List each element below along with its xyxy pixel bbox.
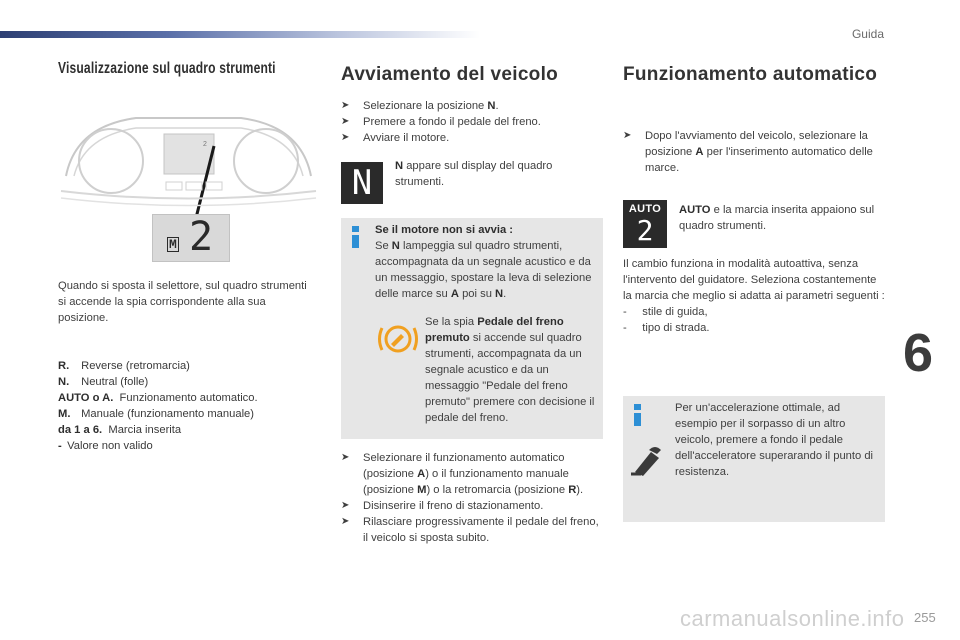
watermark: carmanualsonline.info xyxy=(680,606,905,631)
start-steps xyxy=(341,98,603,146)
brake-warning-text: Se la spia Pedale del freno premuto si accende sul quadro strumenti, accompagnata da un segnale acustico e da un messaggio "Pedale del freno premuto" premere con decisione il pedale del freno. xyxy=(425,316,595,424)
neutral-indicator-icon: N xyxy=(341,162,383,204)
tip-text: Per un'accelerazione ottimale, ad esempio per il sorpasso di un altro veicolo, premere a fondo il pedale dell'acceleratore superarando il punto di resistenza. xyxy=(675,402,874,478)
legend-item: AUTO o A. Funzionamento automatico. xyxy=(58,392,258,404)
page-number: 255 xyxy=(914,610,936,625)
display-mode-letter: M xyxy=(169,237,177,252)
column-starting xyxy=(341,60,603,544)
legend-item: R. Reverse (retromarcia) xyxy=(58,360,190,372)
tip-box-acceleration xyxy=(623,396,885,522)
step-item: ➤ Rilasciare progressivamente il pedale del freno, il veicolo si sposta subito. xyxy=(341,516,599,544)
header-color-bar xyxy=(0,31,480,38)
step-item: ➤ Selezionare la posizione N. xyxy=(341,100,499,112)
step-item: ➤ Dopo l'avviamento del veicolo, selezionare la posizione A per l'inserimento automatico delle marce. xyxy=(623,130,873,174)
info-box-engine-not-starting xyxy=(341,218,603,439)
legend-item: - Valore non valido xyxy=(58,440,153,452)
step-item: ➤ Avviare il motore. xyxy=(341,132,450,144)
title-automatic: Funzionamento automatico xyxy=(623,64,878,85)
legend-item: M. Manuale (funzionamento manuale) xyxy=(58,408,254,420)
param-item: - stile di guida, xyxy=(623,306,708,318)
info-icon xyxy=(352,226,360,248)
neutral-note: N appare sul display del quadro strumenti. xyxy=(395,160,553,188)
chapter-number: 6 xyxy=(903,323,934,383)
accelerator-pedal-icon xyxy=(629,444,665,478)
auto-indicator-icon: AUTO 2 xyxy=(623,200,667,248)
automatic-description: Il cambio funziona in modalità autoattiva, senza l'intervento del guidatore. Seleziona costantemente la marcia che meglio si adatta ai parametri seguenti : - stile di guida, - tipo di strada. xyxy=(623,258,885,334)
column-automatic xyxy=(623,60,885,478)
section-label: Guida xyxy=(851,27,884,41)
intro-text: Quando si sposta il selettore, sul quadro strumenti si accende la spia corrispondente alla sua posizione. xyxy=(58,280,307,324)
step-item: ➤ Premere a fondo il pedale del freno. xyxy=(341,116,541,128)
title-instrument-display: Visualizzazione sul quadro strumenti xyxy=(58,60,276,77)
gear-display-detail xyxy=(152,214,230,262)
auto-note: AUTO e la marcia inserita appaiono sul quadro strumenti. xyxy=(679,204,875,232)
legend-item: da 1 a 6. Marcia inserita xyxy=(58,424,182,436)
step-item: ➤ Selezionare il funzionamento automatico (posizione A) o il funzionamento manuale (posizione M) o la retromarcia (posizione R). xyxy=(341,452,584,496)
drive-steps xyxy=(341,450,603,546)
step-item: ➤ Disinserire il freno di stazionamento. xyxy=(341,500,544,512)
display-gear-number: 2 xyxy=(189,214,214,260)
param-item: - tipo di strada. xyxy=(623,322,710,334)
info-icon xyxy=(634,404,642,426)
info-text: Se il motore non si avvia : Se N lampeggia sul quadro strumenti, accompagnata da un segnale acustico e da un messaggio, spostare la leva di selezione delle marce su A poi su N. xyxy=(375,224,592,300)
svg-text:2: 2 xyxy=(203,141,207,148)
column-instrument-display xyxy=(58,60,323,452)
legend-item: N. Neutral (folle) xyxy=(58,376,149,388)
title-starting: Avviamento del veicolo xyxy=(341,64,559,85)
position-legend xyxy=(58,358,323,454)
